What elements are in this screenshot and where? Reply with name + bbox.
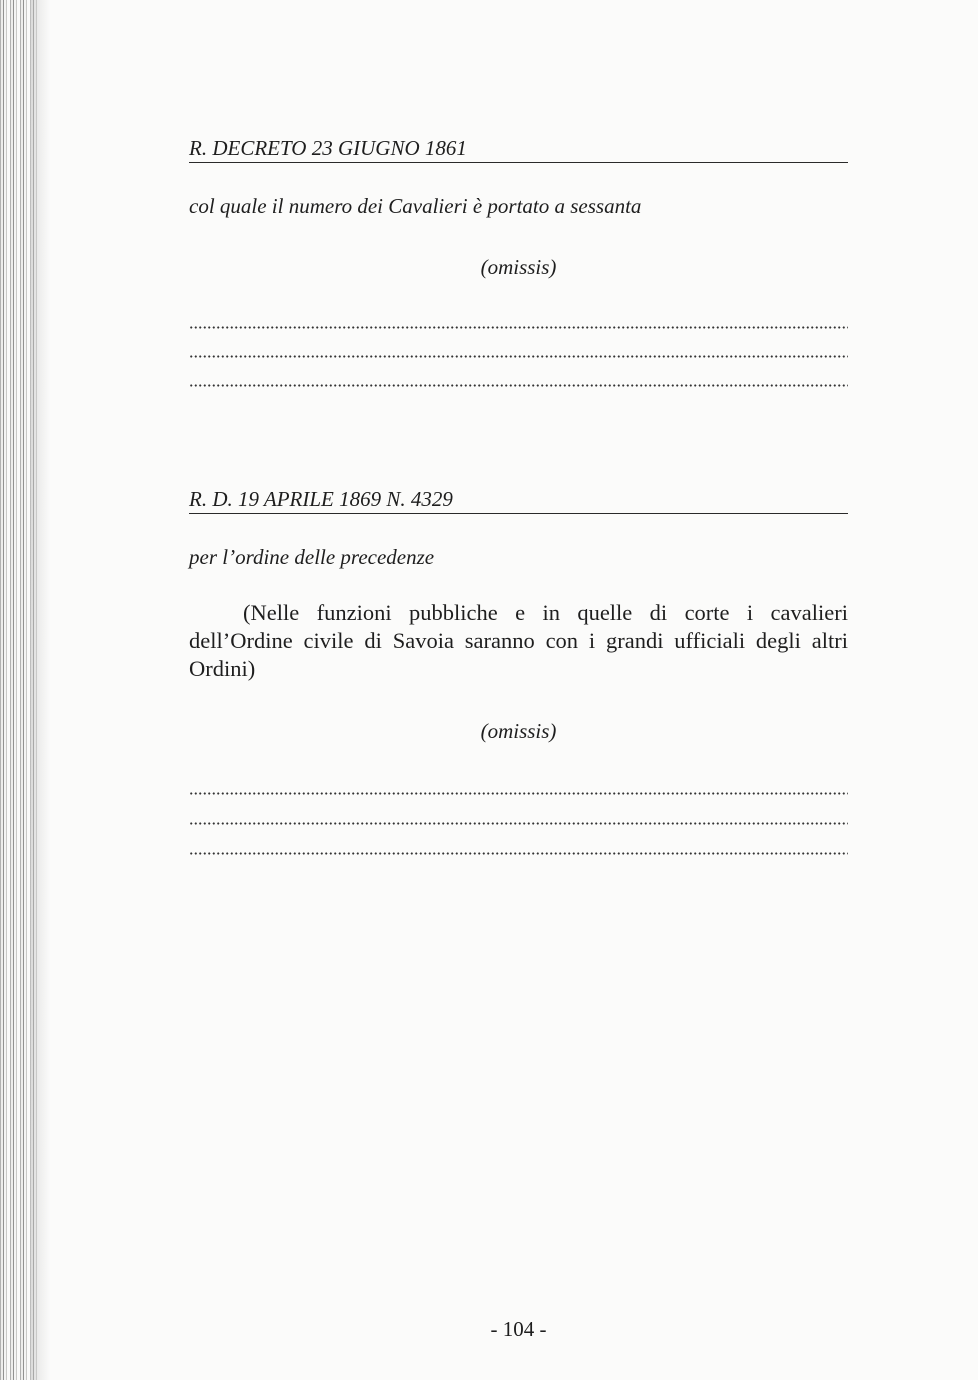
dotted-line (189, 326, 848, 329)
binding-shadow (30, 0, 50, 1380)
section1-omissis: (omissis) (480, 255, 557, 279)
section2-omissis: (omissis) (480, 719, 557, 743)
dotted-line (189, 822, 848, 825)
dotted-line (189, 355, 848, 358)
section2-subtitle: per l’ordine delle precedenze (189, 545, 435, 569)
dotted-line (189, 852, 848, 855)
section1-subtitle: col quale il numero dei Cavalieri è portato a sessanta (189, 194, 642, 218)
dotted-line (189, 384, 848, 387)
dotted-line (189, 792, 848, 795)
section1-heading: R. DECRETO 23 GIUGNO 1861 (189, 136, 848, 163)
section2-heading: R. D. 19 APRILE 1869 N. 4329 (189, 487, 848, 514)
page-number: - 104 - (490, 1317, 547, 1341)
section2-body-paragraph: (Nelle funzioni pubbliche e in quelle di corte i cavalieri dell’Ordine civile di Savoia saranno con i grandi ufficiali degli altri Ordini) (189, 600, 848, 681)
